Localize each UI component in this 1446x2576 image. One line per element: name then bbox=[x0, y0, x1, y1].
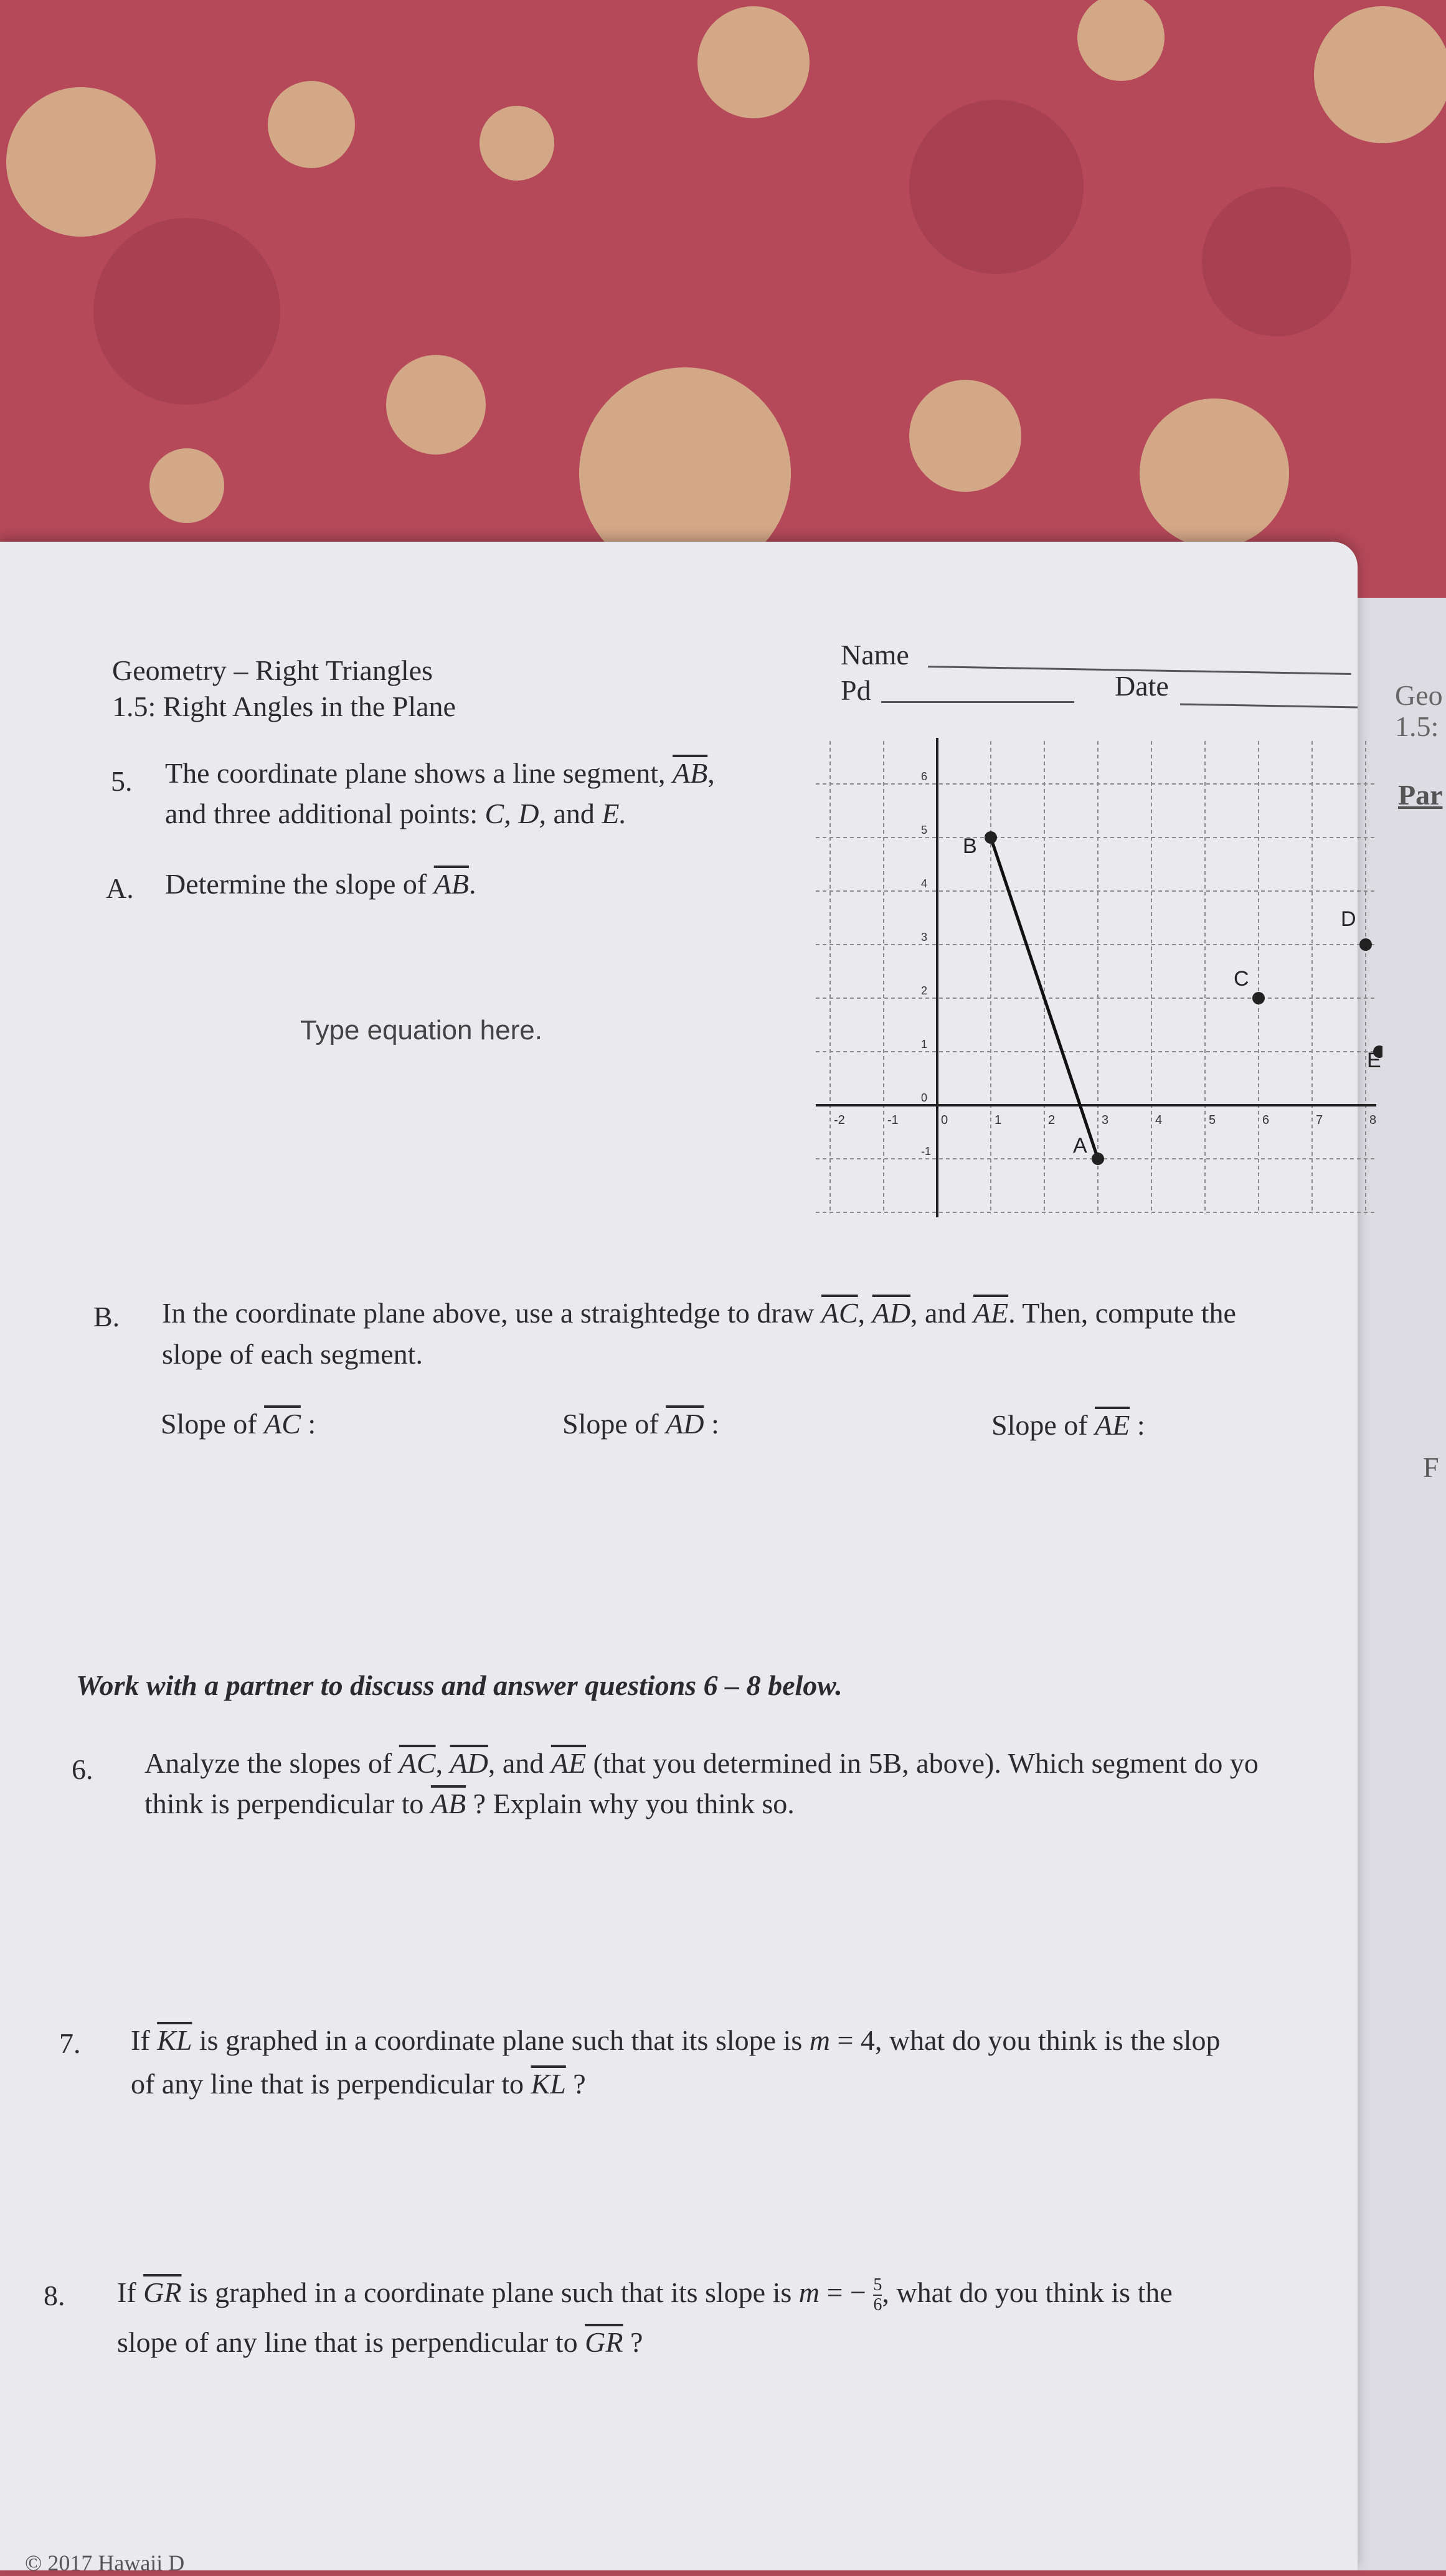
pd-label: Pd bbox=[841, 674, 871, 706]
x-tick-label: 3 bbox=[1102, 1113, 1109, 1127]
x-tick-label: 6 bbox=[1262, 1113, 1270, 1127]
y-tick-label: 0 bbox=[921, 1092, 928, 1104]
point-c bbox=[1252, 992, 1265, 1004]
segment-ab: $\overline{AB}$ bbox=[430, 1788, 466, 1819]
part-b-line1: In the coordinate plane above, use a straightedge to draw $\overline{AC}$, $\overline{AD}$, and $\overline{AE}$. Then, compute the bbox=[162, 1297, 1236, 1329]
slope-ae-label: Slope of bbox=[991, 1409, 1088, 1441]
q5-text-line2 bbox=[165, 797, 626, 830]
q5-and: and bbox=[553, 798, 595, 829]
segment-ab: $\overline{AB}$ bbox=[672, 757, 708, 789]
pd-blank[interactable] bbox=[881, 701, 1074, 703]
x-tick-label: 2 bbox=[1048, 1113, 1056, 1127]
q5-text: The coordinate plane shows a line segment, bbox=[165, 757, 666, 789]
segment-gr: $\overline{GR}$ bbox=[585, 2326, 623, 2358]
q6-text-4: ? Explain why you think so. bbox=[473, 1788, 795, 1819]
segment-ad: $\overline{AD}$ bbox=[872, 1297, 910, 1329]
x-tick-label: 0 bbox=[941, 1113, 948, 1127]
part-a-text: Determine the slope of bbox=[165, 868, 427, 900]
x-tick-label: 5 bbox=[1209, 1113, 1216, 1127]
segment-ae: $\overline{AE}$ bbox=[973, 1297, 1009, 1329]
adjacent-page-lesson: 1.5: bbox=[1395, 710, 1439, 742]
q6-text: Analyze the slopes of bbox=[144, 1747, 392, 1779]
part-a-period: . bbox=[468, 868, 476, 900]
y-tick-label: -1 bbox=[921, 1145, 932, 1158]
q6-text-3: think is perpendicular to bbox=[144, 1788, 424, 1819]
name-label: Name bbox=[841, 639, 909, 671]
x-tick-label: 8 bbox=[1369, 1113, 1377, 1127]
q7-text: If bbox=[131, 2024, 150, 2056]
y-tick-label: 5 bbox=[921, 824, 928, 836]
point-b bbox=[985, 831, 997, 844]
segment-ad: $\overline{AD}$ bbox=[450, 1747, 488, 1779]
date-blank[interactable] bbox=[1180, 704, 1358, 709]
point-a bbox=[1092, 1153, 1104, 1165]
q8-line2 bbox=[117, 2326, 643, 2359]
q7-text-2: is graphed in a coordinate plane such that its slope is bbox=[199, 2024, 803, 2056]
q6-line1: Analyze the slopes of $\overline{AC}$, $\overline{AD}$, and $\overline{AE}$ (that you determined in 5B, above). Which segment do yo bbox=[144, 1747, 1259, 1779]
x-tick-label: 4 bbox=[1155, 1113, 1163, 1127]
q6-line2 bbox=[144, 1787, 795, 1820]
point-d bbox=[1359, 938, 1372, 951]
q7-number: 7. bbox=[59, 2027, 81, 2059]
fraction-numerator: 5 bbox=[873, 2275, 882, 2295]
segment-ae: $\overline{AE}$ bbox=[1095, 1409, 1130, 1441]
segment-ae: $\overline{AE}$ bbox=[551, 1747, 587, 1779]
date-label: Date bbox=[1115, 670, 1169, 702]
q8-text: If bbox=[117, 2276, 136, 2308]
colon: : bbox=[308, 1408, 316, 1440]
q5-number: 5. bbox=[111, 765, 133, 797]
part-b-text: In the coordinate plane above, use a straightedge to draw bbox=[162, 1297, 815, 1329]
slope-ac-label: Slope of bbox=[161, 1408, 257, 1440]
q8-number: 8. bbox=[44, 2280, 65, 2311]
adjacent-page-text: F bbox=[1423, 1451, 1439, 1483]
equation-placeholder[interactable]: Type equation here. bbox=[300, 1015, 542, 1045]
y-tick-label: 6 bbox=[921, 770, 928, 783]
q7-line1 bbox=[131, 2024, 1220, 2057]
part-b-line2: slope of each segment. bbox=[162, 1338, 423, 1370]
x-tick-label: 1 bbox=[995, 1113, 1002, 1127]
segment-ac: $\overline{AC}$ bbox=[264, 1408, 301, 1440]
segment-kl: $\overline{KL}$ bbox=[531, 2068, 566, 2100]
q8-text-6: ? bbox=[630, 2326, 643, 2358]
segment-gr: $\overline{GR}$ bbox=[143, 2276, 182, 2308]
q5-points: C, D, bbox=[484, 798, 546, 829]
q7-text-3: = 4, what do you think is the slop bbox=[837, 2024, 1221, 2056]
copyright-footer: © 2017 Hawaii D bbox=[25, 2550, 185, 2575]
q8-text-5: slope of any line that is perpendicular to bbox=[117, 2326, 578, 2358]
part-a-question bbox=[165, 867, 476, 900]
x-tick-label: -2 bbox=[834, 1113, 845, 1127]
q8-line1 bbox=[117, 2276, 1173, 2314]
q6-number: 6. bbox=[72, 1753, 93, 1785]
adjacent-page-course: Geo bbox=[1395, 679, 1443, 711]
segment-kl: $\overline{KL}$ bbox=[157, 2024, 192, 2056]
point-label-e: E bbox=[1367, 1049, 1381, 1072]
colon: : bbox=[711, 1408, 719, 1440]
x-tick-label: 7 bbox=[1316, 1113, 1323, 1127]
colon: : bbox=[1136, 1409, 1145, 1441]
segment-ab: $\overline{AB}$ bbox=[433, 868, 469, 900]
part-b-letter: B. bbox=[93, 1301, 120, 1333]
slope-ac-prompt bbox=[161, 1407, 316, 1440]
q5-text-b: and three additional points: bbox=[165, 798, 478, 829]
q7-text-5: ? bbox=[573, 2068, 586, 2100]
fabric-background bbox=[0, 0, 1446, 610]
point-label-a: A bbox=[1073, 1134, 1087, 1158]
coordinate-plane[interactable] bbox=[810, 735, 1382, 1220]
slope-variable: m bbox=[809, 2024, 830, 2056]
part-a-letter: A. bbox=[106, 872, 134, 904]
fraction bbox=[873, 2276, 882, 2314]
q6-text-2: (that you determined in 5B, above). Which segment do yo bbox=[593, 1747, 1259, 1779]
point-label-b: B bbox=[963, 834, 977, 858]
q8-text-4: , what do you think is the bbox=[882, 2276, 1173, 2308]
y-tick-label: 2 bbox=[921, 984, 928, 997]
x-tick-label: -1 bbox=[887, 1113, 899, 1127]
lesson-title: 1.5: Right Angles in the Plane bbox=[112, 691, 456, 722]
q8-text-3: = − bbox=[826, 2276, 866, 2308]
part-b-text-2: . Then, compute the bbox=[1008, 1297, 1236, 1329]
point-label-d: D bbox=[1341, 907, 1356, 931]
q5-point-e: E. bbox=[602, 798, 626, 829]
slope-ad-prompt bbox=[562, 1407, 719, 1440]
y-tick-label: 1 bbox=[921, 1038, 928, 1050]
segment-ad: $\overline{AD}$ bbox=[666, 1408, 704, 1440]
slope-variable: m bbox=[798, 2276, 820, 2308]
y-tick-label: 4 bbox=[921, 877, 928, 890]
slope-ae-prompt bbox=[991, 1408, 1145, 1441]
fraction-denominator: 6 bbox=[873, 2295, 882, 2315]
q6-and: and bbox=[502, 1747, 544, 1779]
segment-ac: $\overline{AC}$ bbox=[399, 1747, 436, 1779]
q7-text-4: of any line that is perpendicular to bbox=[131, 2068, 524, 2100]
y-tick-label: 3 bbox=[921, 931, 928, 943]
course-title: Geometry – Right Triangles bbox=[112, 654, 433, 686]
part-b-and: and bbox=[925, 1297, 966, 1329]
q8-text-2: is graphed in a coordinate plane such that its slope is bbox=[188, 2276, 792, 2308]
point-label-c: C bbox=[1234, 967, 1249, 991]
adjacent-page-part: Par bbox=[1398, 779, 1443, 811]
partner-instruction: Work with a partner to discuss and answer questions 6 – 8 below. bbox=[76, 1669, 843, 1701]
segment-ac: $\overline{AC}$ bbox=[821, 1297, 858, 1329]
q5-text-line1: The coordinate plane shows a line segment, $\overline{AB}$, bbox=[165, 757, 715, 789]
q7-line2 bbox=[131, 2067, 586, 2100]
slope-ad-label: Slope of bbox=[562, 1408, 659, 1440]
